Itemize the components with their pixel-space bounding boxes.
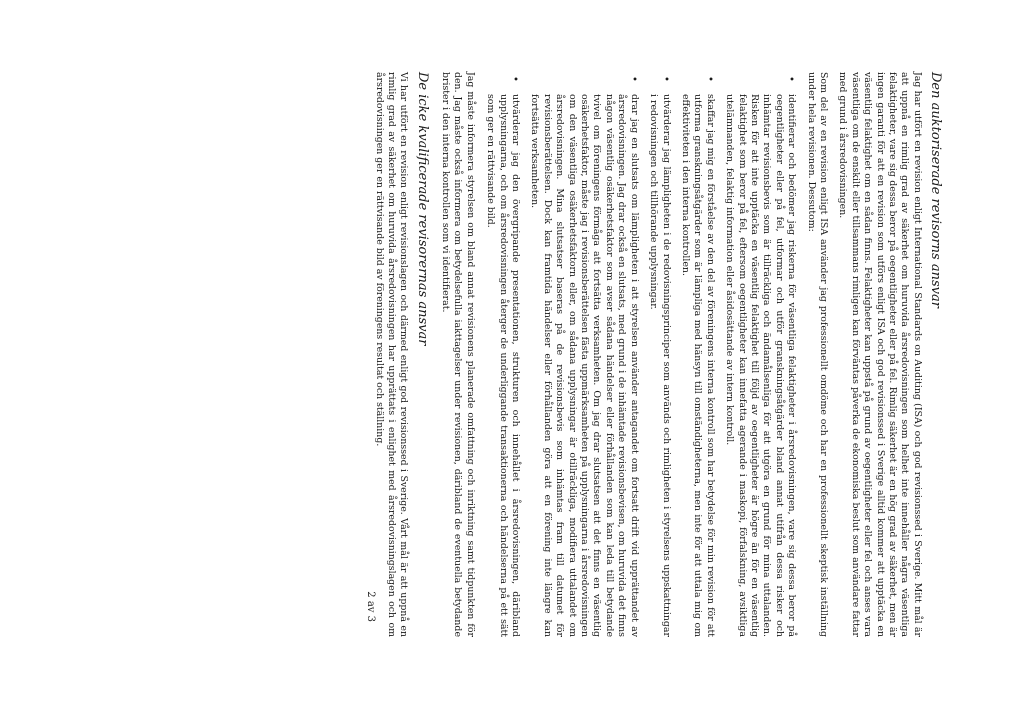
list-item-identify-risks: • identifierar och bedömer jag riskerna för väsentliga felaktigheter i årsredovisningen, vare sig dessa beror på oegentligheter eller på fel, utformar och utför granskningsåtgärder bland annat utifrån dessa risker och inhämtar revisionsbevis som är tillräckliga och ändamålsenliga för att utgöra en grund för mina uttalanden. Risken för att inte upptäcka en väsentlig felaktighet till följd av oegentligheter är högre än för en väsentlig felaktighet som beror på fel, eftersom oegentligheter kan innefatta agerande i maskopi, förfalskning, avsiktliga utelämnanden, felaktig information eller åsidosättande av intern kontroll. [723,94,797,637]
section-heading-auditor-responsibility: Den auktoriserade revisorns ansvar [928,72,943,308]
section-heading-non-qualified-auditors: De icke kvalificerade revisorernas ansvar [414,72,430,346]
page-number: 2 av 3 [365,591,376,622]
list-item-going-concern: • drar jag en slutsats om lämpligheten i att styrelsen använder antagandet om fortsatt drift vid upprättandet av årsredovisningen. Jag drar också en slutsats, med grund i de inhämtade revisionsbevisen, om huruvida det finns någon väsentlig osäkerhetsfaktor som avser sådana händelser eller förhållanden som kan leda till betydande tvivel om föreningens förmåga att fortsätta verksamheten. Om jag drar slutsatsen att det finns en väsentlig osäkerhetsfaktor, måste jag i revisionsberättelsen fästa uppmärksamheten på upplysningarna i årsredovisningen om den väsentliga osäkerhetsfaktorn eller, om sådana upplysningar är otillräckliga, modifiera uttalandet om årsredovisningen. Mina slutsatser baseras på de revisionsbevis som inhämtas fram till datumet för revisionsberättelsen. Dock kan framtida händelser eller förhållanden göra att en förening inte längre kan fortsätta verksamheten. [528,94,640,637]
audit-procedures-list [484,72,797,637]
list-item-accounting-principles: • utvärderar jag lämpligheten i de redovisningsprinciper som används och rimligheten i styrelsens uppskattningar i redovisningen och tillhörande upplysningar. [647,94,672,637]
list-item-internal-control: • skaffar jag mig en förståelse av den del av föreningens interna kontroll som har betydelse för min revision för att utforma granskningsåtgärder som är lämpliga med hänsyn till omständigheterna, men inte för att uttala mig om effektiviteten i den interna kontrollen. [679,94,716,637]
paragraph-inform-board: Jag måste informera styrelsen om bland annat revisionens planerade omfattning och inriktning samt tidpunkten för den. Jag måste också informera om betydelsefulla iakttagelser under revisionen, däribland de eventuella betydande brister i den interna kontrollen som vi identifierat. [440,72,476,637]
document-body [365,72,944,637]
paragraph-audit-goal: Jag har utfört en revision enligt International Standards on Auditing (ISA) och god revisionssed i Sverige. Mitt mål är att uppnå en rimlig grad av säkerhet om huruvida årsredovisningen som helhet inte innehåller några väsentliga felaktigheter, vare sig dessa beror på oegentligheter eller på fel. Rimlig säkerhet är en hög grad av säkerhet, men är ingen garanti för att en revision som utförs enligt ISA och god revisionssed i Sverige alltid kommer att upptäcka en väsentlig felaktighet om en sådan finns. Felaktigheter kan uppstå på grund av oegentligheter eller fel och anses vara väsentliga om de enskilt eller tillsammans rimligen kan förväntas påverka de ekonomiska beslut som användare fattar med grund i årsredovisningen. [837,72,923,637]
list-item-overall-presentation: • utvärderar jag den övergripande presentationen, strukturen och innehållet i årsredovisningen, däribland upplysningarna, och om årsredovisningen återger de underliggande transaktionerna och händelserna på ett sätt som ger en rättvisande bild. [484,94,521,637]
paragraph-non-qualified-auditors: Vi har utfört en revision enligt revisionslagen och därmed enligt god revisionssed i Sverige. Vårt mål är att uppnå en rimlig grad av säkerhet om huruvida årsredovisningen har upprättats i enlighet med årsredovisningslagen och om årsredovisningen ger en rättvisande bild av föreningens resultat och ställning. [373,72,410,637]
paragraph-professional-judgment: Som del av en revision enligt ISA använder jag professionellt omdöme och har en professionellt skeptisk inställning under hela revisionen. Dessutom: [805,72,829,637]
